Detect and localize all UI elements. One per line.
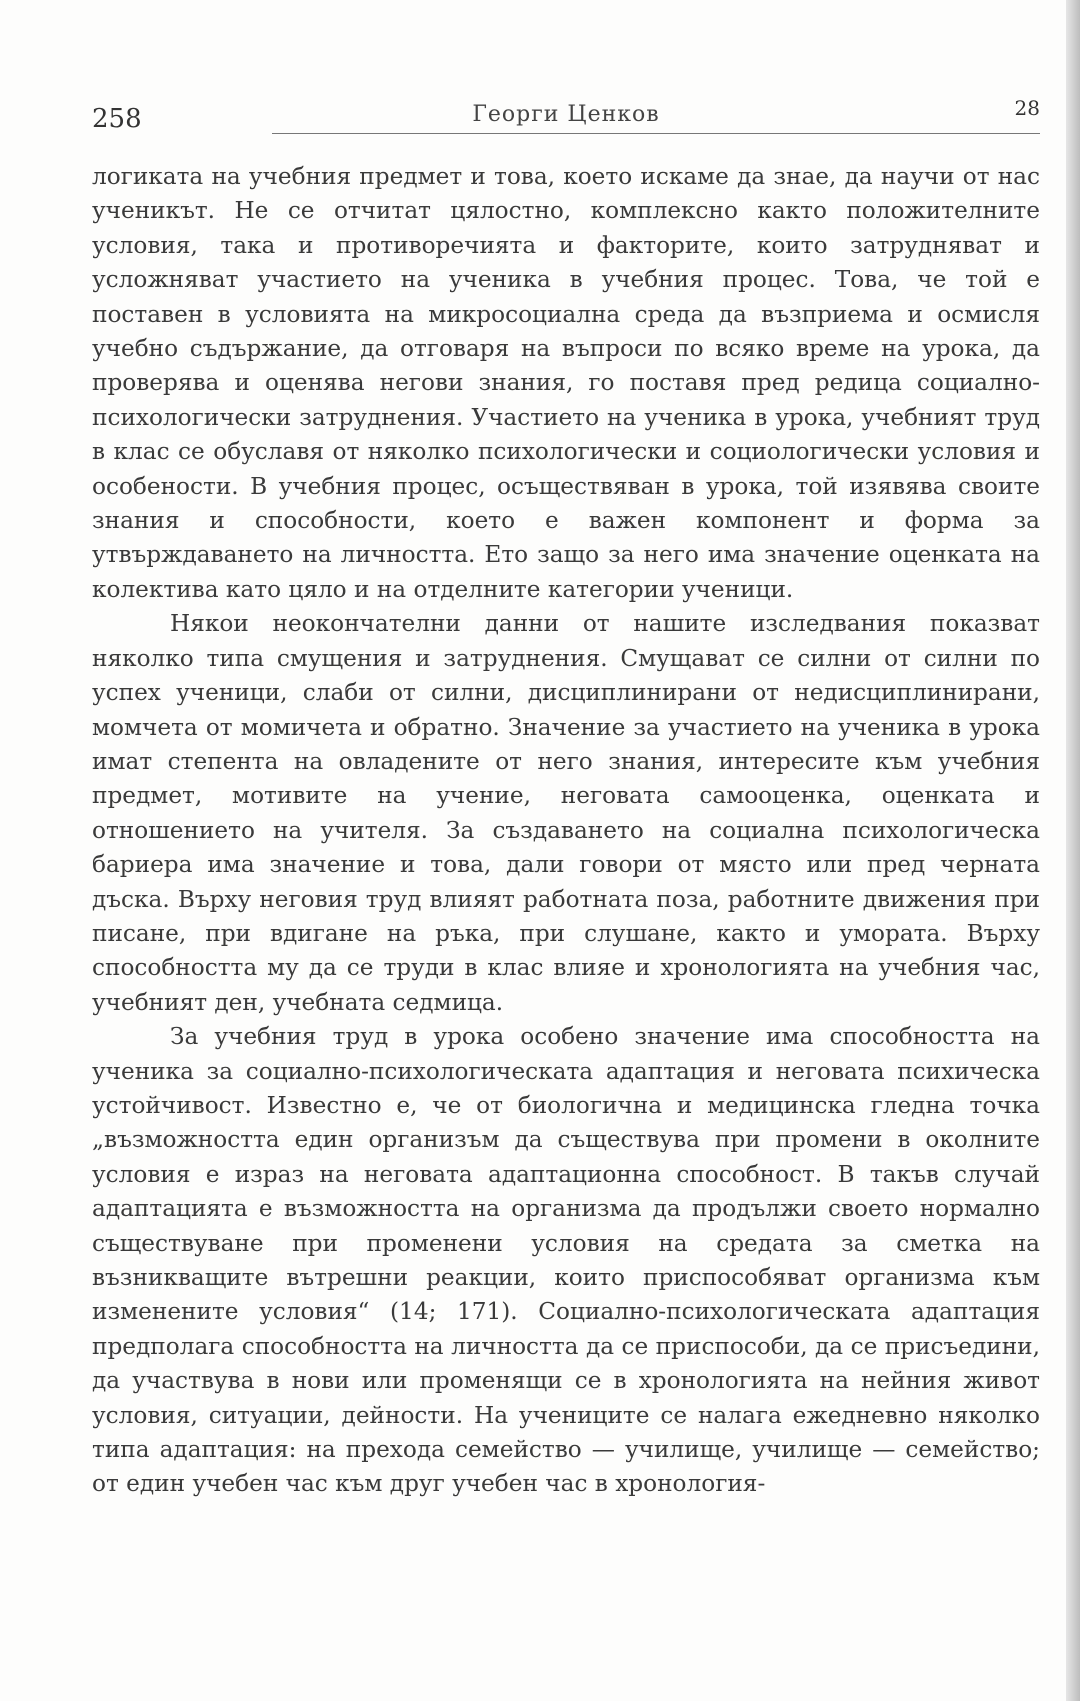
paragraph: За учебния труд в урока особено значение има способността на ученика за социално-психологическата адаптация и неговата психическа устойчивост. Известно е, че от биологична и медицинска гледна точка „възможността един организъм да съществува при промени в околните условия е израз на неговата адаптационна способност. В такъв случай адаптацията е възможността на организма да продължи своето нормално съществуване при променени условия на средата за сметка на възникващите вътрешни реакции, които приспособяват организма към изменените условия“ (14; 171). Социално-психологическата адаптация предполага способността на личността да се приспособи, да се присъедини, да участвува в нови или променящи се в хронологията на нейния живот условия, ситуации, дейности. На учениците се налага ежедневно няколко типа адаптация: на прехода семейство — училище, училище — семейство; от един учебен час към друг учебен час в хронология- [92,1023,1040,1498]
signature-mark: 28 [1014,96,1040,120]
paragraph-continued: логиката на учебния предмет и това, което искаме да знае, да научи от нас ученикът. Не се отчитат цялостно, комплексно както положителните условия, така и противоречията и факторите, които затрудняват и усложняват участието на ученика в учебния процес. Това, че той е поставен в условията на микросоциална среда да възприема и осмисля учебно съдържание, да отговаря на въпроси по всяко време на урока, да проверява и оценява негови знания, го поставя пред редица социално-психологически затруднения. Участието на ученика в урока, учебният труд в клас се обуславя от няколко психологически и социологически условия и особености. В учебния процес, осъществяван в урока, той изявява своите знания и способности, което е важен компонент и форма за утвърждаването на личността. Ето защо за него има значение оценката на колектива като цяло и на отделните категории ученици. [92,163,1040,603]
header-rule [272,133,1040,134]
page-number: 258 [92,104,142,134]
body-text [92,160,1040,1502]
page-header [92,96,1040,136]
page-edge-shadow [1066,0,1080,1701]
paragraph: Някои неокончателни данни от нашите изследвания показват няколко типа смущения и затруднения. Смущават се силни от силни по успех ученици, слаби от силни, дисциплинирани от недисциплинирани, момчета от момичета и обратно. Значение за участието на ученика в урока имат степента на овладените от него знания, интересите към учебния предмет, мотивите на учение, неговата самооценка, оценката и отношението на учителя. За създаването на социална психологическа бариера има значение и това, дали говори от място или пред черната дъска. Върху неговия труд влияят работната поза, работните движения при писане, при вдигане на ръка, при слушане, както и умората. Върху способността му да се труди в клас влияе и хронологията на учебния час, учебният ден, учебната седмица. [92,610,1040,1016]
running-head: Георги Ценков [472,102,660,127]
